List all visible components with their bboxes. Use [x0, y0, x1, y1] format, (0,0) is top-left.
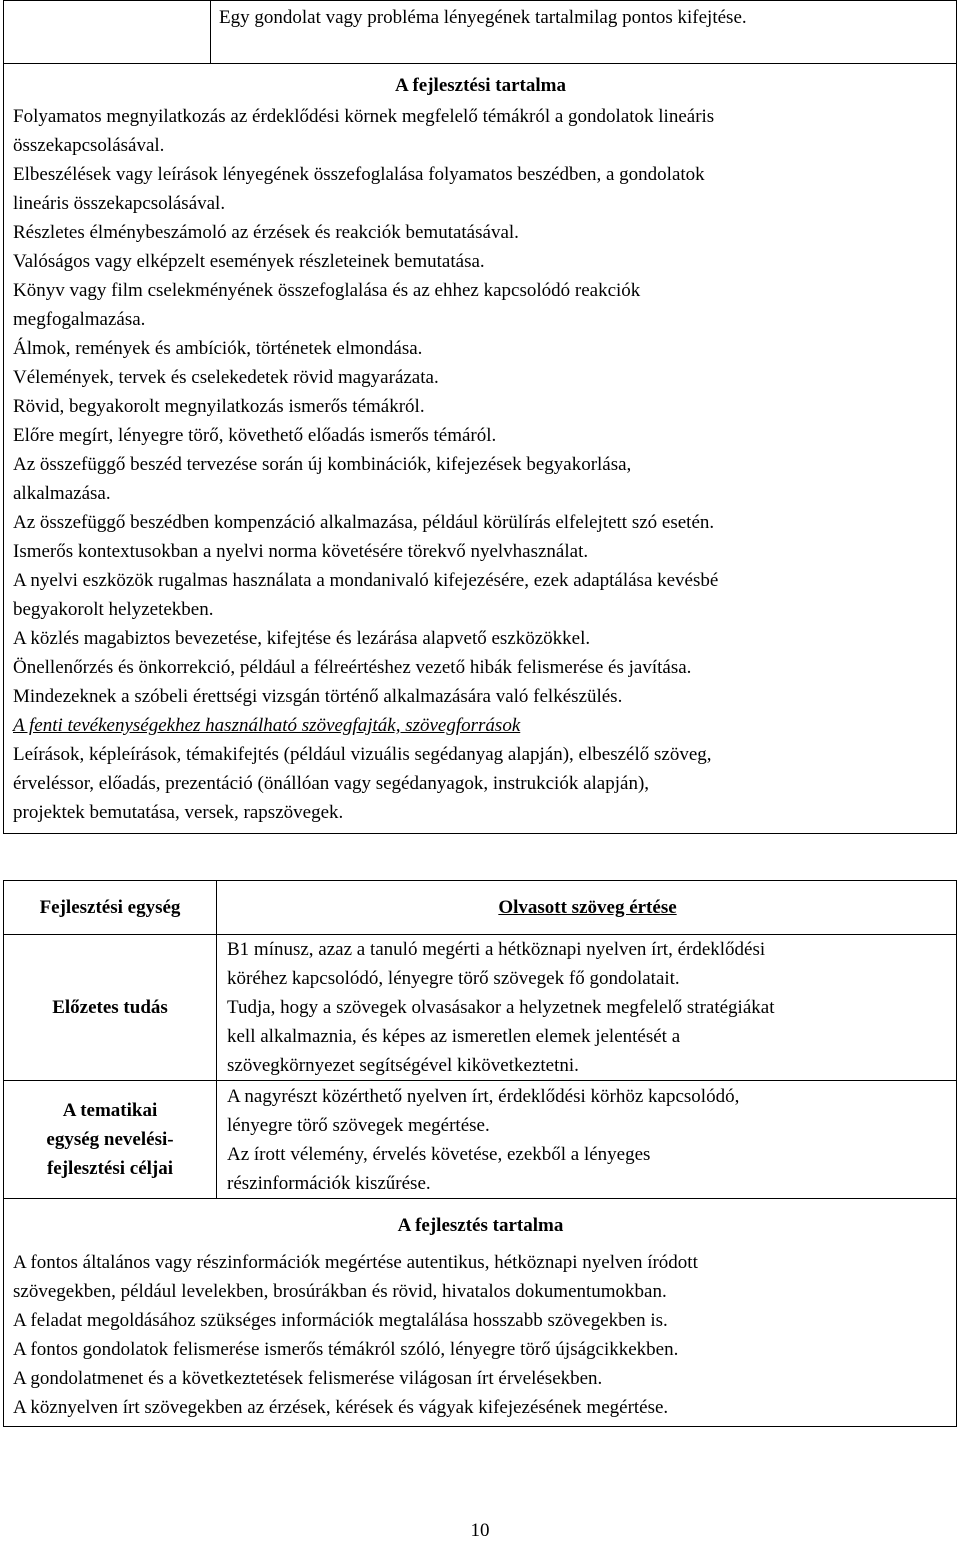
prior-knowledge-line: kell alkalmaznia, és képes az ismeretlen elemek jelentését a	[227, 1026, 681, 1047]
content-line: lineáris összekapcsolásával.	[13, 193, 226, 214]
content-line: Ismerős kontextusokban a nyelvi norma követésére törekvő nyelvhasználat.	[13, 541, 589, 562]
content-line: begyakorolt helyzetekben.	[13, 599, 214, 620]
content-line: Álmok, remények és ambíciók, történetek elmondása.	[13, 338, 423, 359]
content-line: Részletes élménybeszámoló az érzések és reakciók bemutatásával.	[13, 222, 519, 243]
unit-label: Fejlesztési egység	[39, 897, 181, 918]
speaking-development-table	[3, 0, 957, 834]
goals-label-cell	[4, 1081, 217, 1199]
unit-title-cell	[217, 881, 957, 935]
text-types-line: Leírások, képleírások, témakifejtés (például vizuális segédanyag alapján), elbeszélő szöveg,	[13, 744, 712, 765]
reading-comprehension-table	[3, 880, 957, 1427]
table1-content-row	[4, 64, 957, 834]
prior-knowledge-line: B1 mínusz, azaz a tanuló megérti a hétköznapi nyelven írt, érdeklődési	[227, 939, 766, 960]
content-line: Elbeszélések vagy leírások lényegének összefoglalása folyamatos beszédben, a gondolatok	[13, 164, 705, 185]
content-line: Az összefüggő beszéd tervezése során új kombinációk, kifejezések begyakorlása,	[13, 454, 632, 475]
goals-label-line: fejlesztési céljai	[46, 1158, 174, 1179]
prior-knowledge-line: szövegkörnyezet segítségével kikövetkeztetni.	[227, 1055, 579, 1076]
content-line: Előre megírt, lényegre törő, követhető előadás ismerős témáról.	[13, 425, 497, 446]
unit-header-row	[4, 881, 957, 935]
content-line: Rövid, begyakorolt megnyilatkozás ismerős témákról.	[13, 396, 425, 417]
content-line: Folyamatos megnyilatkozás az érdeklődési körnek megfelelő témákról a gondolatok lineáris	[13, 106, 715, 127]
prior-knowledge-label: Előzetes tudás	[52, 997, 168, 1018]
content-line: Mindezeknek a szóbeli érettségi vizsgán történő alkalmazására való felkészülés.	[13, 686, 623, 707]
content-line: megfogalmazása.	[13, 309, 146, 330]
content-line: Vélemények, tervek és cselekedetek rövid magyarázata.	[13, 367, 439, 388]
development-content-heading-2: A fejlesztés tartalma	[397, 1215, 564, 1236]
prior-knowledge-row	[4, 935, 957, 1081]
table2-content-cell	[4, 1199, 957, 1427]
table2-content-row	[4, 1199, 957, 1427]
text-types-line: projektek bemutatása, versek, rapszövegek.	[13, 802, 344, 823]
content-line: A fontos gondolatok felismerése ismerős témákról szóló, lényegre törő újságcikkekben.	[13, 1339, 679, 1360]
table1-content-cell	[4, 64, 957, 834]
prior-knowledge-line: Tudja, hogy a szövegek olvasásakor a helyzetnek megfelelő stratégiákat	[227, 997, 775, 1018]
unit-label-cell	[4, 881, 217, 935]
goals-row	[4, 1081, 957, 1199]
goals-line: Az írott vélemény, érvelés követése, ezekből a lényeges	[227, 1143, 651, 1165]
content-line: A nyelvi eszközök rugalmas használata a mondanivaló kifejezésére, ezek adaptálása kevésbé	[13, 570, 719, 591]
goals-line: A nagyrészt közérthető nyelven írt, érdeklődési körhöz kapcsolódó,	[227, 1085, 740, 1107]
text-types-line: érveléssor, előadás, prezentáció (önállóan vagy segédanyagok, instrukciók alapján),	[13, 773, 650, 794]
prior-knowledge-label-cell	[4, 935, 217, 1081]
goals-cell	[217, 1081, 957, 1199]
table1-top-left-cell	[4, 1, 211, 64]
table1-top-row	[4, 1, 957, 64]
content-line: Könyv vagy film cselekményének összefoglalása és az ehhez kapcsolódó reakciók	[13, 280, 641, 301]
content-line: A köznyelven írt szövegekben az érzések, kérések és vágyak kifejezésének megértése.	[13, 1397, 669, 1418]
content-line: A közlés magabiztos bevezetése, kifejtése és lezárása alapvető eszközökkel.	[13, 628, 591, 649]
content-line: szövegekben, például levelekben, brosúrákban és rövid, hivatalos dokumentumokban.	[13, 1281, 667, 1302]
content-line: Valóságos vagy elképzelt események részleteinek bemutatása.	[13, 251, 485, 272]
development-content-heading: A fejlesztési tartalma	[395, 75, 566, 96]
goals-label-line: egység nevelési-	[46, 1129, 174, 1150]
unit-title: Olvasott szöveg értése	[498, 897, 677, 918]
content-line: összekapcsolásával.	[13, 135, 165, 156]
goals-line: részinformációk kiszűrése.	[227, 1172, 431, 1194]
page-number: 10	[470, 1520, 490, 1541]
text-types-heading: A fenti tevékenységekhez használható szövegfajták, szövegforrások	[13, 715, 521, 736]
content-line: Önellenőrzés és önkorrekció, például a félreértéshez vezető hibák felismerése és javítása.	[13, 657, 692, 678]
prior-knowledge-line: köréhez kapcsolódó, lényegre törő szövegek fő gondolatait.	[227, 968, 680, 989]
content-line: alkalmazása.	[13, 483, 111, 504]
prior-knowledge-cell	[217, 935, 957, 1081]
content-line: A fontos általános vagy részinformációk megértése autentikus, hétköznapi nyelven íródott	[13, 1252, 698, 1273]
goals-label-line: A tematikai	[62, 1100, 158, 1121]
goals-line: lényegre törő szövegek megértése.	[227, 1114, 490, 1136]
table1-top-right-cell	[211, 1, 957, 64]
content-line: A feladat megoldásához szükséges információk megtalálása hosszabb szövegekben is.	[13, 1310, 668, 1331]
content-line: Az összefüggő beszédben kompenzáció alkalmazása, például körülírás elfelejtett szó esetén.	[13, 512, 715, 533]
goal-text: Egy gondolat vagy probléma lényegének tartalmilag pontos kifejtése.	[219, 7, 747, 28]
content-line: A gondolatmenet és a következtetések felismerése világosan írt érvelésekben.	[13, 1368, 603, 1389]
